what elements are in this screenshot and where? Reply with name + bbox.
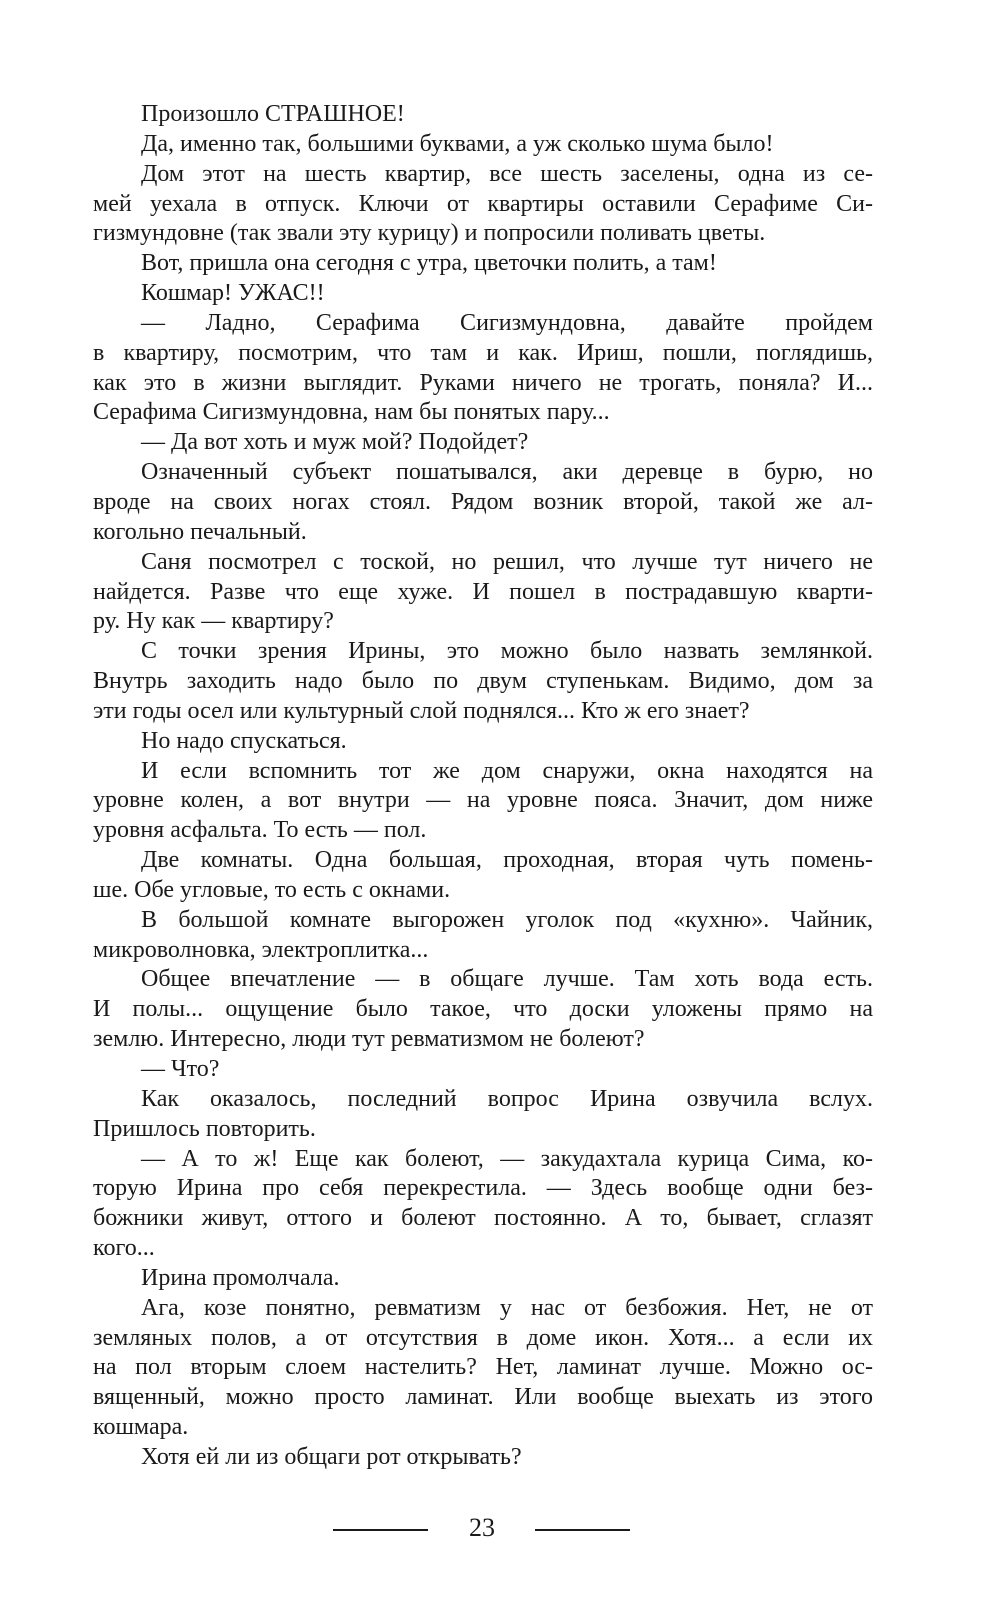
- text-line: Да, именно так, большими буквами, а уж сколько шума было!: [141, 130, 774, 157]
- text-line: на пол вторым слоем настелить? Нет, ламинат лучше. Можно ос-: [93, 1354, 873, 1381]
- text-line: уровня асфальта. То есть — пол.: [93, 817, 427, 844]
- text-line: — А то ж! Еще как болеют, — закудахтала курица Сима, ко-: [141, 1145, 873, 1172]
- text-line: Ага, козе понятно, ревматизм у нас от безбожия. Нет, не от: [141, 1294, 873, 1321]
- text-line: Кошмар! УЖАС!!: [141, 280, 325, 307]
- text-line: найдется. Разве что еще хуже. И пошел в пострадавшую кварти-: [93, 578, 873, 605]
- text-line: Хотя ей ли из общаги рот открывать?: [141, 1443, 522, 1470]
- text-line: Но надо спускаться.: [141, 727, 347, 754]
- text-line: И полы... ощущение было такое, что доски уложены прямо на: [93, 996, 873, 1023]
- text-line: С точки зрения Ирины, это можно было назвать землянкой.: [141, 638, 873, 665]
- text-line: ше. Обе угловые, то есть с окнами.: [93, 876, 451, 903]
- page-number: 23: [469, 1513, 495, 1542]
- text-line: когольно печальный.: [93, 518, 307, 545]
- text-line: гизмундовне (так звали эту курицу) и попросили поливать цветы.: [93, 220, 766, 247]
- text-line: Произошло СТРАШНОЕ!: [141, 101, 405, 127]
- text-line: Вот, пришла она сегодня с утра, цветочки полить, а там!: [141, 250, 717, 277]
- text-line: Пришлось повторить.: [93, 1115, 316, 1142]
- text-line: землю. Интересно, люди тут ревматизмом не болеют?: [93, 1026, 645, 1053]
- footer-rule-left: [333, 1529, 428, 1531]
- text-line: вященный, можно просто ламинат. Или вообще выехать из этого: [93, 1384, 873, 1411]
- text-line: В большой комнате выгорожен уголок под «кухню». Чайник,: [141, 906, 873, 933]
- text-line: — Да вот хоть и муж мой? Подойдет?: [141, 429, 529, 456]
- book-page-text: [93, 100, 873, 1473]
- text-line: Общее впечатление — в общаге лучше. Там хоть вода есть.: [141, 966, 873, 993]
- page-footer: [0, 1508, 1000, 1548]
- text-line: эти годы осел или культурный слой поднялся... Кто ж его знает?: [93, 697, 750, 724]
- text-line: И если вспомнить тот же дом снаружи, окна находятся на: [141, 757, 873, 784]
- text-line: микроволновка, электроплитка...: [93, 936, 429, 963]
- text-line: Дом этот на шесть квартир, все шесть заселены, одна из се-: [141, 160, 873, 187]
- text-line: Внутрь заходить надо было по двум ступенькам. Видимо, дом за: [93, 668, 873, 695]
- text-line: вроде на своих ногах стоял. Рядом возник второй, такой же ал-: [93, 488, 873, 515]
- text-line: земляных полов, а от отсутствия в доме икон. Хотя... а если их: [93, 1324, 873, 1351]
- text-line: как это в жизни выглядит. Руками ничего не трогать, поняла? И...: [93, 369, 873, 396]
- text-line: мей уехала в отпуск. Ключи от квартиры оставили Серафиме Си-: [93, 190, 873, 217]
- text-line: в квартиру, посмотрим, что там и как. Ириш, пошли, поглядишь,: [93, 339, 873, 366]
- text-line: торую Ирина про себя перекрестила. — Здесь вообще одни без-: [93, 1175, 873, 1202]
- footer-rule-right: [535, 1529, 630, 1531]
- text-line: божники живут, оттого и болеют постоянно. А то, бывает, сглазят: [93, 1205, 873, 1232]
- text-line: кого...: [93, 1235, 155, 1262]
- text-line: Ирина промолчала.: [141, 1264, 340, 1291]
- text-line: Серафима Сигизмундовна, нам бы понятых пару...: [93, 399, 610, 426]
- text-line: — Ладно, Серафима Сигизмундовна, давайте пройдем: [141, 309, 873, 336]
- text-line: кошмара.: [93, 1414, 189, 1441]
- text-line: Как оказалось, последний вопрос Ирина озвучила вслух.: [141, 1085, 873, 1112]
- text-line: Саня посмотрел с тоской, но решил, что лучше тут ничего не: [141, 548, 873, 575]
- text-line: Две комнаты. Одна большая, проходная, вторая чуть помень-: [141, 847, 873, 874]
- text-line: Означенный субъект пошатывался, аки деревце в бурю, но: [141, 459, 873, 486]
- text-line: ру. Ну как — квартиру?: [93, 608, 334, 635]
- text-line: уровне колен, а вот внутри — на уровне пояса. Значит, дом ниже: [93, 787, 873, 814]
- text-line: — Что?: [141, 1056, 220, 1082]
